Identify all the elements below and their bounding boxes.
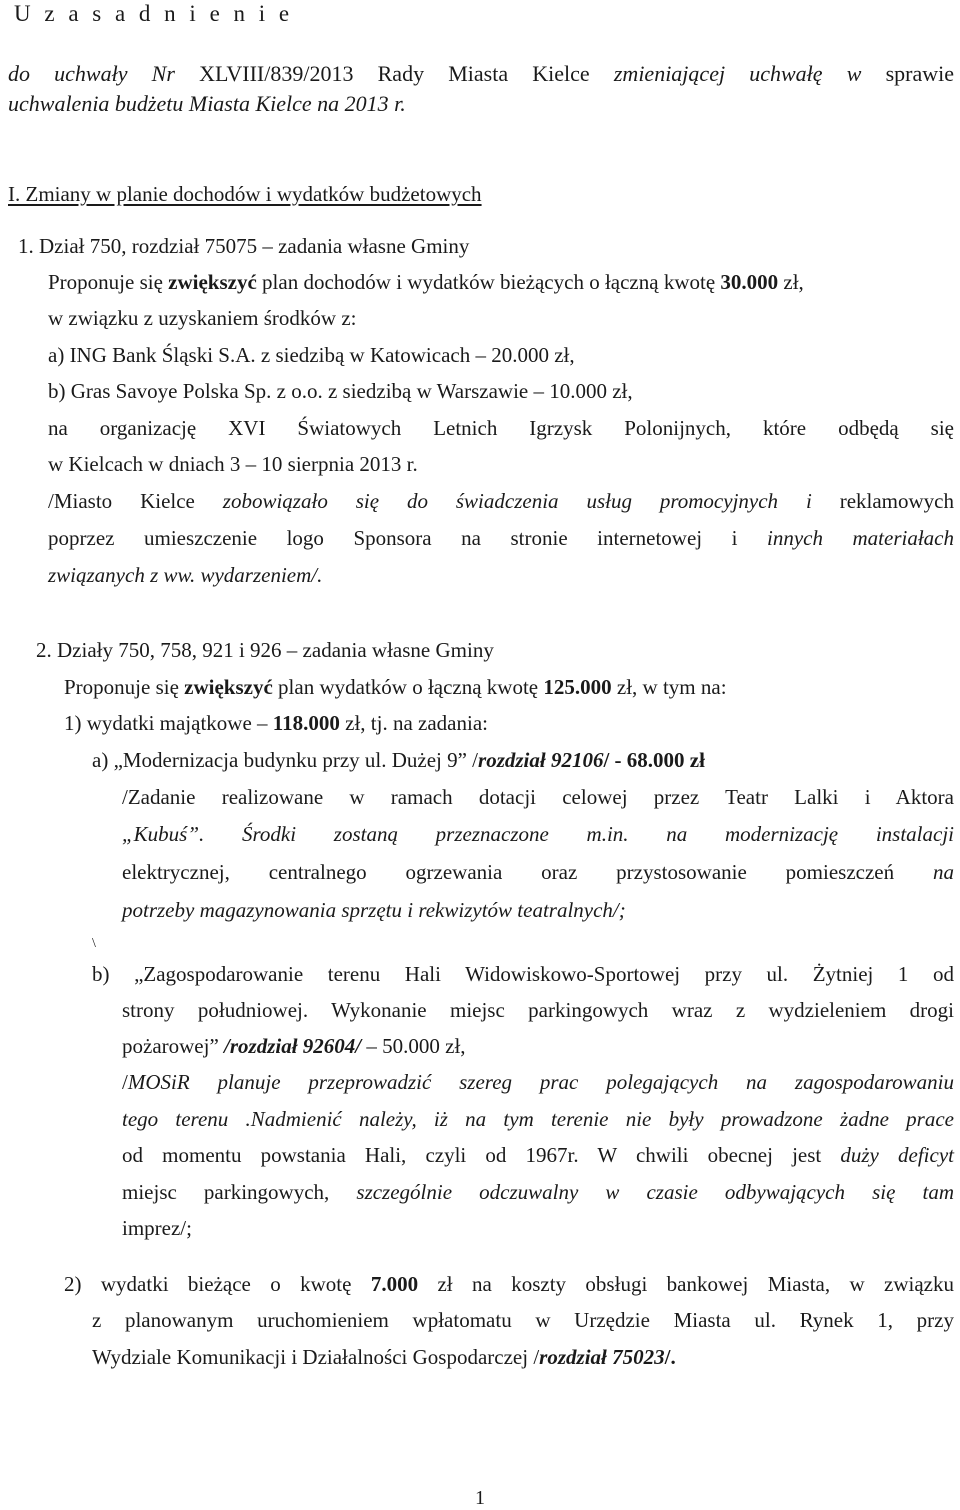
task-b-line-2: strony południowej. Wykonanie miejsc parkingowych wraz z wydzieleniem drogi xyxy=(122,998,954,1022)
item-1-line-2: w związku z uzyskaniem środków z: xyxy=(48,306,357,330)
item-2-heading: 2. Działy 750, 758, 921 i 926 – zadania własne Gminy xyxy=(36,638,494,662)
item-1-line-4: b) Gras Savoye Polska Sp. z o.o. z siedzibą w Warszawie – 10.000 zł, xyxy=(48,379,633,403)
task-b-line-7: miejsc parkingowych, szczególnie odczuwalny w czasie odbywających się tam xyxy=(122,1180,955,1204)
document-title: U z a s a d n i e n i e xyxy=(14,1,294,26)
item-1-line-1: Proponuje się zwiększyć plan dochodów i wydatków bieżących o łączną kwotę 30.000 zł, xyxy=(48,270,804,294)
item-1-line-3: a) ING Bank Śląski S.A. z siedzibą w Katowicach – 20.000 zł, xyxy=(48,343,575,367)
task-a-line-3: „Kubuś”. Środki zostaną przeznaczone m.in. na modernizację instalacji xyxy=(122,822,955,846)
task-b-line-5: tego terenu .Nadmienić należy, iż na tym terenie nie były prowadzone żadne prace xyxy=(122,1107,954,1131)
item-2-current-line-2: z planowanym uruchomieniem wpłatomatu w Urzędzie Miasta ul. Rynek 1, przy xyxy=(92,1308,954,1332)
page-number: 1 xyxy=(475,1487,485,1509)
item-1-line-5: na organizację XVI Światowych Letnich Igrzysk Polonijnych, które odbędą się xyxy=(48,416,954,440)
item-2-current-line-3: Wydziale Komunikacji i Działalności Gospodarczej /rozdział 75023/. xyxy=(92,1345,676,1369)
subtitle-line-2: uchwalenia budżetu Miasta Kielce na 2013 r. xyxy=(8,91,406,116)
item-1-line-8: poprzez umieszczenie logo Sponsora na stronie internetowej i innych materiałach xyxy=(48,526,954,550)
task-b-line-1: b) „Zagospodarowanie terenu Hali Widowiskowo-Sportowej przy ul. Żytniej 1 od xyxy=(92,962,954,986)
task-a-line-1: a) „Modernizacja budynku przy ul. Dużej 9” /rozdział 92106/ - 68.000 zł xyxy=(92,748,705,772)
task-a-line-5: potrzeby magazynowania sprzętu i rekwizytów teatralnych/; xyxy=(122,898,626,922)
section-heading: I. Zmiany w planie dochodów i wydatków budżetowych xyxy=(8,182,482,206)
item-2-current-line-1: 2) wydatki bieżące o kwotę 7.000 zł na koszty obsługi bankowej Miasta, w związku xyxy=(64,1272,954,1296)
item-1-line-9: związanych z ww. wydarzeniem/. xyxy=(48,563,323,587)
task-b-line-4: /MOSiR planuje przeprowadzić szereg prac polegających na zagospodarowaniu xyxy=(122,1070,954,1094)
task-a-line-4: elektrycznej, centralnego ogrzewania oraz przystosowanie pomieszczeń na xyxy=(122,860,954,884)
task-b-line-3: pożarowej” /rozdział 92604/ – 50.000 zł, xyxy=(122,1034,466,1058)
subtitle-line-1: do uchwały Nr XLVIII/839/2013 Rady Miasta Kielce zmieniającej uchwałę w sprawie xyxy=(8,61,954,86)
item-1-line-6: w Kielcach w dniach 3 – 10 sierpnia 2013 r. xyxy=(48,452,418,476)
task-b-line-6: od momentu powstania Hali, czyli od 1967r. W chwili obecnej jest duży deficyt xyxy=(122,1143,954,1167)
item-1-line-7: /Miasto Kielce zobowiązało się do świadczenia usług promocyjnych i reklamowych xyxy=(48,489,954,513)
stray-backslash: \ xyxy=(92,936,96,951)
item-2-line-2: 1) wydatki majątkowe – 118.000 zł, tj. na zadania: xyxy=(64,711,488,735)
item-1-heading: 1. Dział 750, rozdział 75075 – zadania własne Gminy xyxy=(18,234,470,258)
item-2-line-1: Proponuje się zwiększyć plan wydatków o łączną kwotę 125.000 zł, w tym na: xyxy=(64,675,727,699)
task-b-line-8: imprez/; xyxy=(122,1216,192,1240)
task-a-line-2: /Zadanie realizowane w ramach dotacji celowej przez Teatr Lalki i Aktora xyxy=(122,785,954,809)
